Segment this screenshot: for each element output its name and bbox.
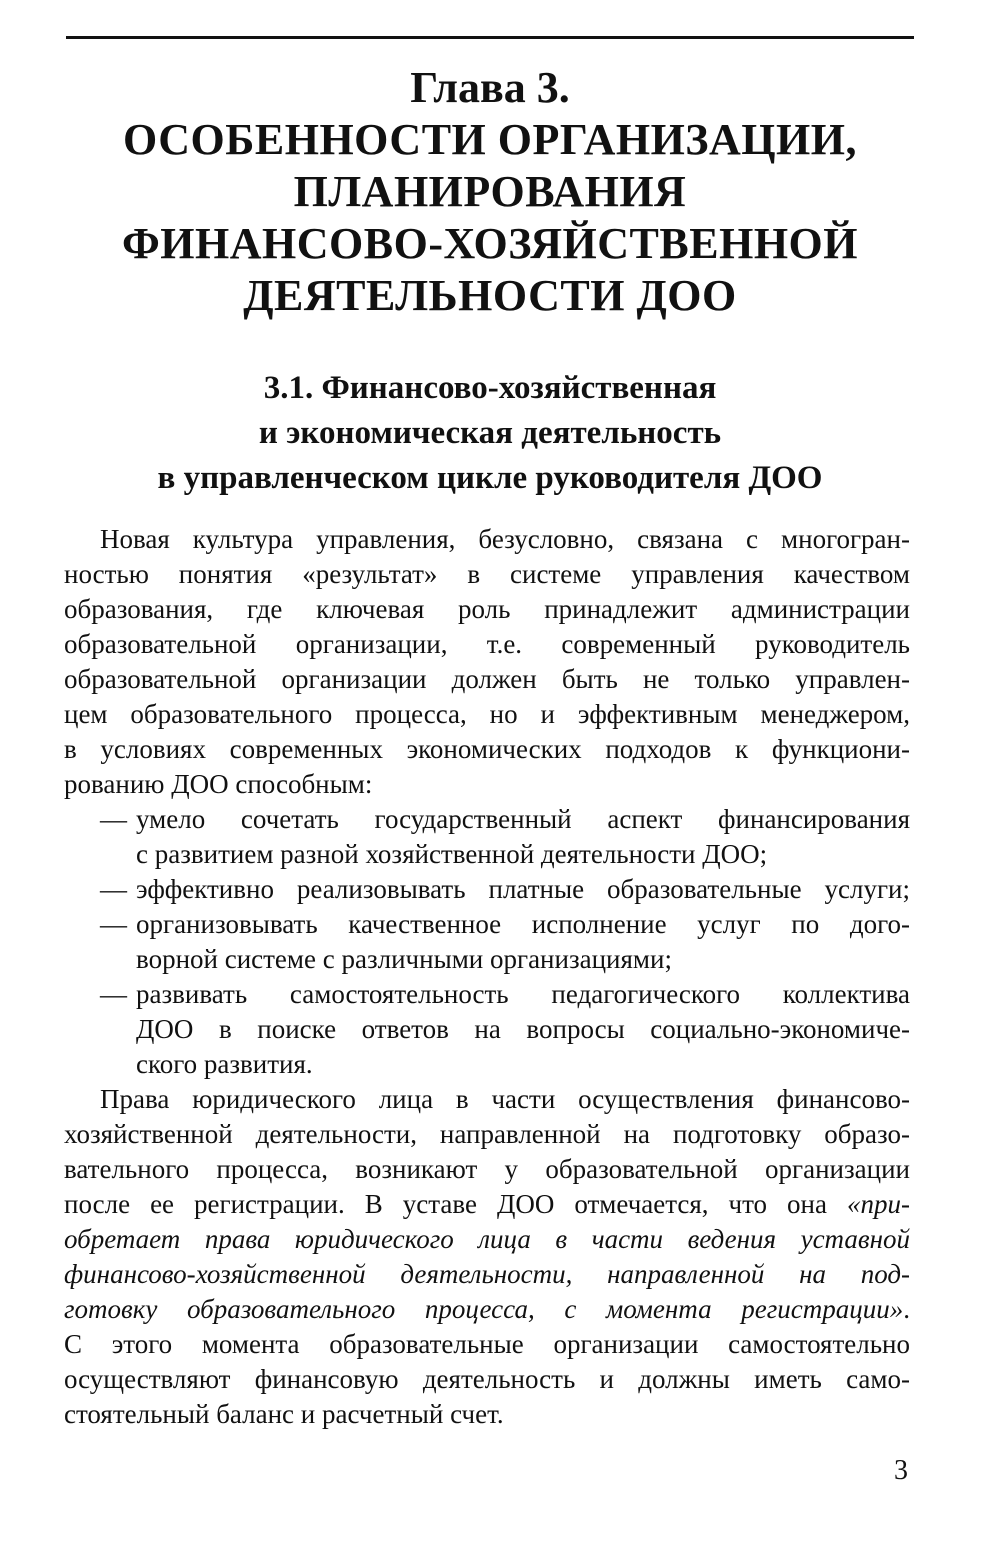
list-item [64,802,910,872]
text-line: образования, где ключевая роль принадлежит администрации [64,594,910,624]
text-line: Новая культура управления, безусловно, связана с многогран- [100,524,910,554]
paragraph [64,522,910,802]
chapter-title-line: ОСОБЕННОСТИ ОРГАНИЗАЦИИ, [123,115,857,164]
text-line [64,907,910,942]
text-line: ностью понятия «результат» в системе управления качеством [64,559,910,589]
list-item-text: развивать самостоятельность педагогического коллектива [136,979,910,1009]
chapter-title-line: ПЛАНИРОВАНИЯ [293,167,687,216]
top-rule [66,36,914,39]
chapter-title [66,114,914,322]
chapter-title-line: ДЕЯТЕЛЬНОСТИ ДОО [243,271,737,320]
page-number: 3 [894,1455,908,1486]
text-line: в условиях современных экономических подходов к функциони- [64,734,910,764]
text-line [64,872,910,907]
dash-marker: — [100,979,127,1009]
list-item [64,872,910,907]
text-line [64,1222,910,1257]
text-line: вательного процесса, возникают у образовательной организации [64,1154,910,1184]
chapter-label: Глава 3. [410,63,570,112]
text-span: . [903,1294,910,1324]
section-title-line: в управленческом цикле руководителя ДОО [157,460,823,496]
paragraph [64,1082,910,1432]
text-line: рованию ДОО способным: [64,769,373,799]
section-title-line: и экономическая деятельность [258,415,722,451]
text-line [64,1187,910,1222]
italic-quote: «при- [847,1189,910,1219]
text-line: хозяйственной деятельности, направленной на подготовку образо- [64,1119,910,1149]
bullet-list [64,802,910,1082]
list-item-text: организовывать качественное исполнение услуг по дого- [136,909,910,939]
section-heading [66,366,914,501]
text-line: цем образовательного процесса, но и эффективным менеджером, [64,699,910,729]
text-line [64,1257,910,1292]
text-line: Права юридического лица в части осуществления финансово- [100,1084,910,1114]
section-title-line: 3.1. Финансово-хозяйственная [263,370,717,406]
italic-quote: готовку образовательного процесса, с момента регистрации» [64,1294,904,1324]
text-line: образовательной организации должен быть не только управлен- [64,664,910,694]
text-line: образовательной организации, т.е. современный руководитель [64,629,910,659]
text-line: осуществляют финансовую деятельность и должны иметь само- [64,1364,910,1394]
text-line: ского развития. [136,1049,313,1079]
text-line: С этого момента образовательные организации самостоятельно [64,1329,910,1359]
dash-marker: — [100,874,127,904]
text-line: ворной системе с различными организациями; [136,944,672,974]
chapter-title-line: ФИНАНСОВО-ХОЗЯЙСТВЕННОЙ [122,219,858,268]
text-line [64,1292,910,1327]
dash-marker: — [100,804,127,834]
text-span: после ее регистрации. В уставе ДОО отмечается, что она [64,1189,847,1219]
text-line: ДОО в поиске ответов на вопросы социально-экономиче- [136,1014,910,1044]
italic-quote: финансово-хозяйственной деятельности, направленной на под- [64,1259,910,1289]
italic-quote: обретает права юридического лица в части ведения уставной [64,1224,910,1254]
chapter-heading [66,62,914,322]
text-line [64,977,910,1012]
list-item [64,977,910,1082]
list-item [64,907,910,977]
body-text [64,522,910,1432]
list-item-text: умело сочетать государственный аспект финансирования [136,804,910,834]
text-line: стоятельный баланс и расчетный счет. [64,1399,504,1429]
text-line: с развитием разной хозяйственной деятельности ДОО; [136,839,768,869]
list-item-text: эффективно реализовывать платные образовательные услуги; [136,874,910,904]
dash-marker: — [100,909,127,939]
text-line [64,802,910,837]
